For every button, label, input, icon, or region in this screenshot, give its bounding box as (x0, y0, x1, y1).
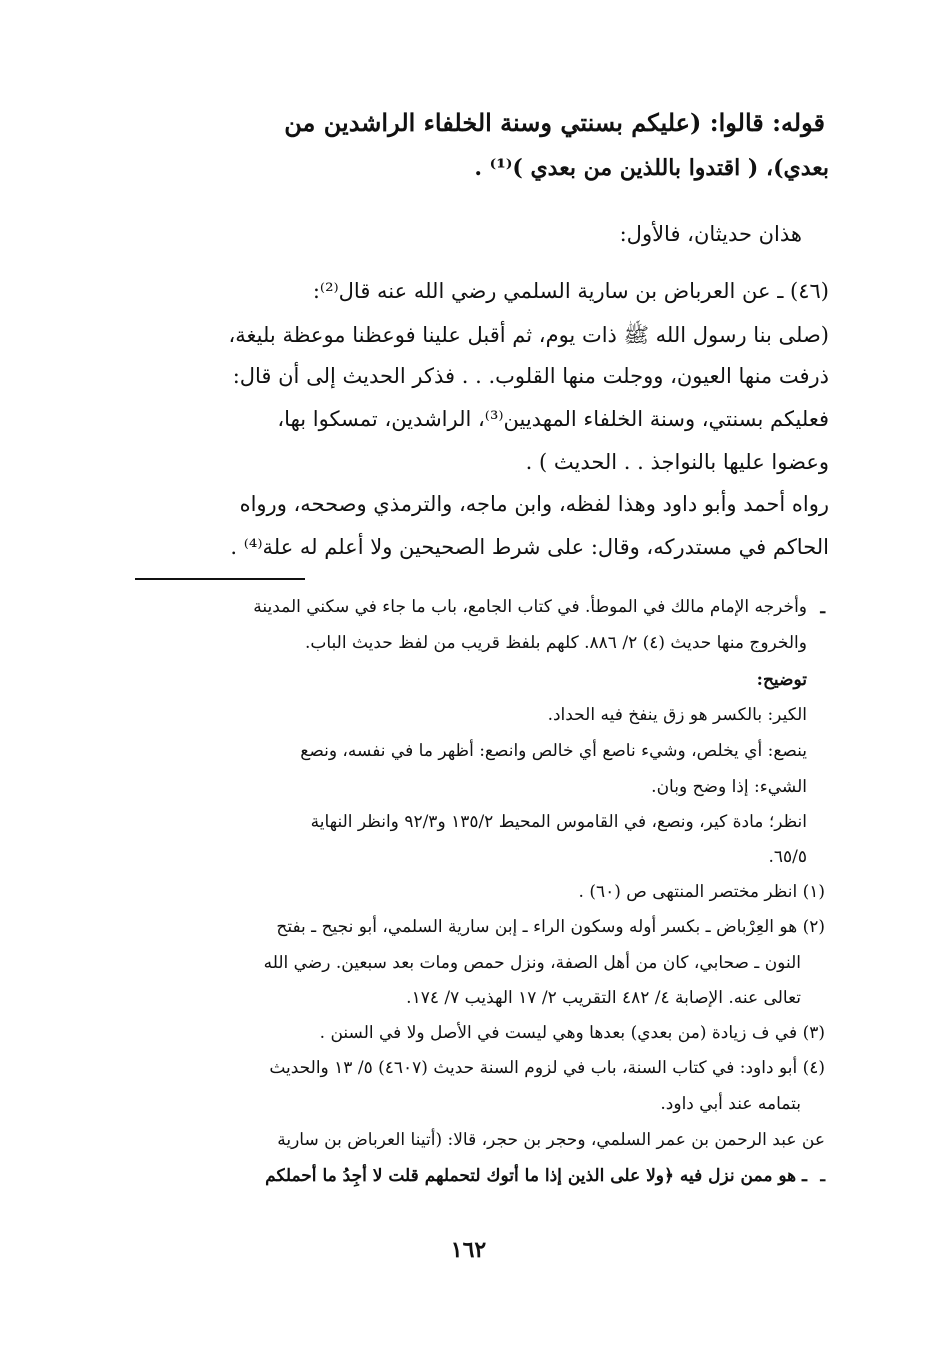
footnote-3: (٣) في ف زيادة (من بعدي) بعدها وهي ليست في الأصل ولا في السنن . (319, 1023, 825, 1043)
footnote-4-cont: ـ هو ممن نزل فيه ﴿ولا على الذين إذا ما أتوك لتحملهم قلت لا أجِدُ ما أحملكم (265, 1166, 807, 1186)
footnote-2: (٢) هو العِرْباض ـ بكسر أوله وسكون الراء ـ إبن سارية السلمي، أبو نجيح ـ بفتح (276, 917, 825, 937)
riwaya-line: الحاكم في مستدركه، وقال: على شرط الصحيحين ولا أعلم له علة⁽⁴⁾ . (230, 535, 829, 559)
tawdih-line: الكير: بالكسر هو زق ينفخ فيه الحداد. (547, 705, 807, 725)
footnote-line: وأخرجه الإمام مالك في الموطأ. في كتاب الجامع، باب ما جاء في سكني المدينة (253, 597, 807, 617)
tawdih-label: توضيح: (756, 670, 807, 690)
tawdih-line: ينصع: أي يخلص، وشيء ناصع أي خالص وانصع: أظهر ما في نفسه، ونصع (300, 741, 807, 761)
footnote-2-cont: النون ـ صحابي، كان من أهل الصفة، ونزل حمص ومات بعد سبعين. رضي الله (263, 953, 801, 973)
hadith-line: (صلى بنا رسول الله ﷺ ذات يوم، ثم أقبل علينا فوعظنا موعظة بليغة، (228, 323, 829, 347)
page-number: ١٦٢ (450, 1237, 487, 1263)
footnote-4: (٤) أبو داود: في كتاب السنة، باب في لزوم السنة حديث (٤٦٠٧) ٥/ ١٣ والحديث (269, 1058, 825, 1078)
tawdih-line: الشيء: إذا وضح وبان. (651, 777, 807, 797)
hadith-line: وعضوا عليها بالنواجذ . . الحديث ) . (525, 450, 829, 474)
continuation-dash: ـ (820, 1166, 825, 1185)
heading-line-2: بعدي)، ( اقتدوا باللذين من بعدي )⁽¹⁾ . (474, 155, 829, 181)
hadith-line: ذرفت منها العيون، ووجلت منها القلوب. . . فذكر الحديث إلى أن قال: (232, 364, 829, 388)
riwaya-line: رواه أحمد وأبو داود وهذا لفظه، وابن ماجه، والترمذي وصححه، ورواه (239, 492, 829, 516)
hadith-line: فعليكم بسنتي، وسنة الخلفاء المهديين⁽³⁾، الراشدين، تمسكوا بها، (277, 407, 829, 431)
tawdih-line: انظر؛ مادة كير، ونصع، في القاموس المحيط ١٣٥/٢ و٩٢/٣ وانظر النهاية (310, 812, 807, 832)
hadith-line: (٤٦) ـ عن العرباض بن سارية السلمي رضي الله عنه قال⁽²⁾: (312, 279, 829, 303)
footnote-2-cont: تعالى عنه. الإصابة ٤/ ٤٨٢ التقريب ٢/ ١٧ الهذيب ٧/ ١٧٤. (406, 988, 801, 1008)
continuation-dash: ـ (820, 598, 825, 617)
footnote-line: والخروج منها حديث (٤) ٢/ ٨٨٦. كلهم بلفظ قريب من لفظ حديث الباب. (304, 633, 807, 653)
tawdih-line: ٦٥/٥. (768, 847, 807, 867)
footnote-4-cont: بتمامه عند أبي داود. (660, 1094, 801, 1114)
footnote-4-cont: عن عبد الرحمن بن عمر السلمي، وحجر بن حجر، قالا: (أتينا العرباض بن سارية (277, 1130, 825, 1150)
heading-line-1: قوله: قالوا: (عليكم بسنتي وسنة الخلفاء الراشدين من (284, 108, 825, 137)
intro-line: هذان حديثان، فالأول: (619, 222, 802, 246)
footnote-divider (135, 578, 305, 580)
footnote-1: (١) انظر مختصر المنتهى ص (٦٠) . (578, 882, 825, 902)
